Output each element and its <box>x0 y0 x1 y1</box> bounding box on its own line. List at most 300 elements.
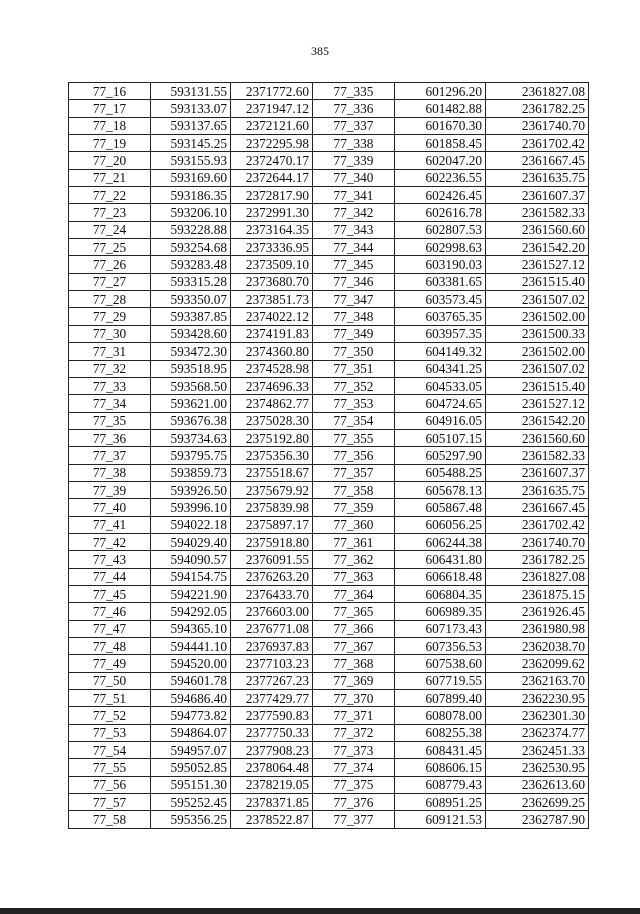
cell-point-id-left: 77_25 <box>69 239 151 256</box>
cell-point-id-left: 77_49 <box>69 655 151 672</box>
cell-point-id-left: 77_19 <box>69 135 151 152</box>
cell-x-right: 605488.25 <box>395 464 486 481</box>
cell-y-left: 2374360.80 <box>231 343 313 360</box>
cell-x-right: 608431.45 <box>395 742 486 759</box>
cell-y-left: 2374022.12 <box>231 308 313 325</box>
table-row <box>69 343 589 360</box>
table-row <box>69 256 589 273</box>
cell-x-left: 594154.75 <box>151 568 231 585</box>
cell-y-right: 2361782.25 <box>486 100 589 117</box>
table-row <box>69 811 589 828</box>
table-row <box>69 221 589 238</box>
cell-point-id-left: 77_31 <box>69 343 151 360</box>
cell-x-left: 595052.85 <box>151 759 231 776</box>
cell-point-id-left: 77_38 <box>69 464 151 481</box>
coordinates-table <box>68 82 589 829</box>
cell-y-left: 2372991.30 <box>231 204 313 221</box>
cell-y-right: 2361702.42 <box>486 135 589 152</box>
cell-y-right: 2361980.98 <box>486 620 589 637</box>
cell-y-right: 2361740.70 <box>486 117 589 134</box>
table-row <box>69 724 589 741</box>
cell-point-id-right: 77_361 <box>313 533 395 550</box>
cell-x-left: 593169.60 <box>151 169 231 186</box>
cell-y-left: 2375679.92 <box>231 481 313 498</box>
cell-y-right: 2362787.90 <box>486 811 589 828</box>
table-row <box>69 117 589 134</box>
cell-x-right: 608606.15 <box>395 759 486 776</box>
table-row <box>69 638 589 655</box>
cell-point-id-left: 77_26 <box>69 256 151 273</box>
cell-point-id-left: 77_27 <box>69 273 151 290</box>
cell-point-id-left: 77_55 <box>69 759 151 776</box>
cell-x-left: 593472.30 <box>151 343 231 360</box>
cell-point-id-left: 77_42 <box>69 533 151 550</box>
cell-y-right: 2362230.95 <box>486 690 589 707</box>
cell-point-id-right: 77_340 <box>313 169 395 186</box>
cell-y-left: 2375518.67 <box>231 464 313 481</box>
cell-point-id-left: 77_18 <box>69 117 151 134</box>
cell-point-id-left: 77_40 <box>69 499 151 516</box>
cell-x-left: 594090.57 <box>151 551 231 568</box>
cell-point-id-left: 77_30 <box>69 325 151 342</box>
cell-point-id-left: 77_52 <box>69 707 151 724</box>
cell-point-id-left: 77_20 <box>69 152 151 169</box>
cell-x-left: 593155.93 <box>151 152 231 169</box>
cell-x-right: 607899.40 <box>395 690 486 707</box>
cell-point-id-right: 77_362 <box>313 551 395 568</box>
cell-point-id-right: 77_358 <box>313 481 395 498</box>
table-row <box>69 152 589 169</box>
cell-y-left: 2375918.80 <box>231 533 313 550</box>
cell-point-id-left: 77_43 <box>69 551 151 568</box>
cell-x-right: 602807.53 <box>395 221 486 238</box>
cell-y-left: 2374862.77 <box>231 395 313 412</box>
cell-point-id-right: 77_354 <box>313 412 395 429</box>
cell-point-id-right: 77_344 <box>313 239 395 256</box>
cell-y-right: 2361607.37 <box>486 464 589 481</box>
cell-point-id-right: 77_356 <box>313 447 395 464</box>
cell-x-right: 605107.15 <box>395 429 486 446</box>
cell-x-left: 593734.63 <box>151 429 231 446</box>
table-row <box>69 499 589 516</box>
cell-point-id-left: 77_54 <box>69 742 151 759</box>
cell-x-left: 594520.00 <box>151 655 231 672</box>
cell-y-left: 2375192.80 <box>231 429 313 446</box>
table-row <box>69 672 589 689</box>
cell-y-left: 2373680.70 <box>231 273 313 290</box>
cell-point-id-left: 77_21 <box>69 169 151 186</box>
cell-y-right: 2362374.77 <box>486 724 589 741</box>
cell-point-id-right: 77_336 <box>313 100 395 117</box>
cell-x-right: 602616.78 <box>395 204 486 221</box>
table-row <box>69 794 589 811</box>
cell-x-right: 607719.55 <box>395 672 486 689</box>
cell-x-right: 602236.55 <box>395 169 486 186</box>
cell-y-left: 2375356.30 <box>231 447 313 464</box>
table-row <box>69 395 589 412</box>
cell-point-id-left: 77_22 <box>69 187 151 204</box>
cell-y-left: 2375839.98 <box>231 499 313 516</box>
cell-point-id-left: 77_34 <box>69 395 151 412</box>
cell-y-right: 2361515.40 <box>486 273 589 290</box>
cell-point-id-right: 77_348 <box>313 308 395 325</box>
cell-y-left: 2376433.70 <box>231 585 313 602</box>
table-row <box>69 239 589 256</box>
cell-x-right: 608779.43 <box>395 776 486 793</box>
table-row <box>69 464 589 481</box>
cell-x-left: 594957.07 <box>151 742 231 759</box>
cell-y-right: 2361560.60 <box>486 429 589 446</box>
table-row <box>69 169 589 186</box>
table-row <box>69 533 589 550</box>
cell-y-left: 2371947.12 <box>231 100 313 117</box>
table-row <box>69 585 589 602</box>
cell-x-left: 594773.82 <box>151 707 231 724</box>
table-row <box>69 603 589 620</box>
cell-point-id-right: 77_367 <box>313 638 395 655</box>
cell-y-left: 2377750.33 <box>231 724 313 741</box>
cell-x-left: 593145.25 <box>151 135 231 152</box>
cell-point-id-left: 77_57 <box>69 794 151 811</box>
table-row <box>69 308 589 325</box>
cell-y-left: 2373851.73 <box>231 291 313 308</box>
cell-x-left: 594292.05 <box>151 603 231 620</box>
cell-point-id-left: 77_37 <box>69 447 151 464</box>
table-row <box>69 620 589 637</box>
cell-x-right: 602998.63 <box>395 239 486 256</box>
cell-y-left: 2374191.83 <box>231 325 313 342</box>
cell-x-right: 603573.45 <box>395 291 486 308</box>
table-row <box>69 360 589 377</box>
cell-y-left: 2376603.00 <box>231 603 313 620</box>
cell-y-left: 2376937.83 <box>231 638 313 655</box>
cell-x-right: 607356.53 <box>395 638 486 655</box>
cell-x-left: 593131.55 <box>151 83 231 100</box>
cell-y-left: 2375028.30 <box>231 412 313 429</box>
cell-x-right: 606244.38 <box>395 533 486 550</box>
cell-x-right: 604533.05 <box>395 377 486 394</box>
table-row <box>69 516 589 533</box>
cell-point-id-right: 77_370 <box>313 690 395 707</box>
cell-y-right: 2362451.33 <box>486 742 589 759</box>
cell-y-right: 2361542.20 <box>486 412 589 429</box>
cell-x-right: 604916.05 <box>395 412 486 429</box>
cell-point-id-right: 77_355 <box>313 429 395 446</box>
cell-point-id-right: 77_343 <box>313 221 395 238</box>
cell-x-right: 606431.80 <box>395 551 486 568</box>
cell-point-id-left: 77_47 <box>69 620 151 637</box>
cell-y-right: 2361527.12 <box>486 256 589 273</box>
cell-y-right: 2361515.40 <box>486 377 589 394</box>
cell-x-right: 606804.35 <box>395 585 486 602</box>
cell-point-id-right: 77_342 <box>313 204 395 221</box>
table-row <box>69 291 589 308</box>
table-row <box>69 481 589 498</box>
cell-point-id-right: 77_364 <box>313 585 395 602</box>
cell-point-id-right: 77_350 <box>313 343 395 360</box>
cell-y-right: 2361507.02 <box>486 360 589 377</box>
cell-y-right: 2361926.45 <box>486 603 589 620</box>
cell-x-right: 604341.25 <box>395 360 486 377</box>
cell-x-right: 602047.20 <box>395 152 486 169</box>
cell-x-left: 594221.90 <box>151 585 231 602</box>
cell-x-right: 601670.30 <box>395 117 486 134</box>
cell-point-id-left: 77_33 <box>69 377 151 394</box>
cell-y-left: 2374528.98 <box>231 360 313 377</box>
cell-point-id-right: 77_365 <box>313 603 395 620</box>
cell-x-left: 594441.10 <box>151 638 231 655</box>
cell-x-left: 593283.48 <box>151 256 231 273</box>
cell-x-right: 606056.25 <box>395 516 486 533</box>
cell-y-left: 2377103.23 <box>231 655 313 672</box>
cell-y-right: 2362301.30 <box>486 707 589 724</box>
cell-x-left: 593228.88 <box>151 221 231 238</box>
cell-y-right: 2361635.75 <box>486 481 589 498</box>
cell-y-left: 2378064.48 <box>231 759 313 776</box>
cell-x-right: 601858.45 <box>395 135 486 152</box>
cell-point-id-right: 77_373 <box>313 742 395 759</box>
table-row <box>69 412 589 429</box>
cell-point-id-right: 77_369 <box>313 672 395 689</box>
cell-x-right: 601482.88 <box>395 100 486 117</box>
cell-x-left: 594686.40 <box>151 690 231 707</box>
cell-y-left: 2372470.17 <box>231 152 313 169</box>
cell-point-id-right: 77_341 <box>313 187 395 204</box>
cell-point-id-left: 77_39 <box>69 481 151 498</box>
cell-point-id-left: 77_16 <box>69 83 151 100</box>
cell-y-right: 2362163.70 <box>486 672 589 689</box>
cell-point-id-left: 77_51 <box>69 690 151 707</box>
cell-point-id-right: 77_339 <box>313 152 395 169</box>
cell-y-left: 2372295.98 <box>231 135 313 152</box>
cell-y-right: 2362613.60 <box>486 776 589 793</box>
cell-point-id-left: 77_29 <box>69 308 151 325</box>
table-row <box>69 135 589 152</box>
cell-point-id-left: 77_45 <box>69 585 151 602</box>
coordinates-table-body <box>69 83 589 829</box>
cell-point-id-right: 77_376 <box>313 794 395 811</box>
cell-x-left: 593621.00 <box>151 395 231 412</box>
cell-y-right: 2362099.62 <box>486 655 589 672</box>
cell-x-right: 603190.03 <box>395 256 486 273</box>
cell-x-left: 595252.45 <box>151 794 231 811</box>
cell-x-right: 603765.35 <box>395 308 486 325</box>
cell-y-right: 2361502.00 <box>486 308 589 325</box>
cell-point-id-right: 77_351 <box>313 360 395 377</box>
cell-x-left: 593996.10 <box>151 499 231 516</box>
cell-x-left: 593568.50 <box>151 377 231 394</box>
cell-y-right: 2361582.33 <box>486 204 589 221</box>
cell-y-left: 2377908.23 <box>231 742 313 759</box>
cell-point-id-right: 77_357 <box>313 464 395 481</box>
cell-x-right: 608078.00 <box>395 707 486 724</box>
cell-y-left: 2378371.85 <box>231 794 313 811</box>
cell-point-id-left: 77_24 <box>69 221 151 238</box>
table-row <box>69 655 589 672</box>
cell-x-left: 593926.50 <box>151 481 231 498</box>
cell-point-id-left: 77_50 <box>69 672 151 689</box>
table-row <box>69 273 589 290</box>
cell-y-right: 2361827.08 <box>486 83 589 100</box>
table-row <box>69 776 589 793</box>
table-row <box>69 447 589 464</box>
table-row <box>69 377 589 394</box>
cell-x-right: 606618.48 <box>395 568 486 585</box>
cell-y-left: 2376263.20 <box>231 568 313 585</box>
cell-x-right: 607173.43 <box>395 620 486 637</box>
cell-point-id-right: 77_335 <box>313 83 395 100</box>
cell-point-id-left: 77_58 <box>69 811 151 828</box>
cell-x-right: 606989.35 <box>395 603 486 620</box>
table-row <box>69 325 589 342</box>
cell-point-id-right: 77_349 <box>313 325 395 342</box>
cell-y-left: 2375897.17 <box>231 516 313 533</box>
cell-x-left: 594365.10 <box>151 620 231 637</box>
cell-point-id-left: 77_32 <box>69 360 151 377</box>
cell-x-right: 604149.32 <box>395 343 486 360</box>
cell-x-left: 593186.35 <box>151 187 231 204</box>
cell-y-left: 2377267.23 <box>231 672 313 689</box>
cell-x-left: 593387.85 <box>151 308 231 325</box>
cell-point-id-left: 77_28 <box>69 291 151 308</box>
cell-y-right: 2361667.45 <box>486 152 589 169</box>
cell-y-right: 2361527.12 <box>486 395 589 412</box>
cell-y-left: 2376091.55 <box>231 551 313 568</box>
cell-x-left: 593315.28 <box>151 273 231 290</box>
cell-y-right: 2361560.60 <box>486 221 589 238</box>
cell-x-right: 605867.48 <box>395 499 486 516</box>
cell-y-right: 2362530.95 <box>486 759 589 776</box>
cell-y-right: 2362038.70 <box>486 638 589 655</box>
cell-x-left: 594601.78 <box>151 672 231 689</box>
cell-y-left: 2373336.95 <box>231 239 313 256</box>
cell-y-left: 2377590.83 <box>231 707 313 724</box>
cell-x-right: 609121.53 <box>395 811 486 828</box>
cell-point-id-right: 77_366 <box>313 620 395 637</box>
table-row <box>69 707 589 724</box>
cell-x-left: 593137.65 <box>151 117 231 134</box>
cell-point-id-right: 77_363 <box>313 568 395 585</box>
cell-point-id-right: 77_359 <box>313 499 395 516</box>
cell-point-id-right: 77_371 <box>313 707 395 724</box>
cell-point-id-left: 77_23 <box>69 204 151 221</box>
cell-x-left: 594022.18 <box>151 516 231 533</box>
cell-y-left: 2378522.87 <box>231 811 313 828</box>
cell-y-right: 2361607.37 <box>486 187 589 204</box>
cell-y-right: 2361875.15 <box>486 585 589 602</box>
cell-y-left: 2372644.17 <box>231 169 313 186</box>
cell-x-right: 608951.25 <box>395 794 486 811</box>
cell-x-right: 604724.65 <box>395 395 486 412</box>
cell-y-right: 2361782.25 <box>486 551 589 568</box>
cell-point-id-left: 77_46 <box>69 603 151 620</box>
cell-y-left: 2373164.35 <box>231 221 313 238</box>
page-number: 385 <box>311 44 329 58</box>
cell-point-id-right: 77_338 <box>313 135 395 152</box>
cell-x-left: 593518.95 <box>151 360 231 377</box>
cell-x-left: 595151.30 <box>151 776 231 793</box>
cell-x-right: 608255.38 <box>395 724 486 741</box>
cell-point-id-right: 77_353 <box>313 395 395 412</box>
cell-point-id-left: 77_41 <box>69 516 151 533</box>
cell-y-right: 2361702.42 <box>486 516 589 533</box>
cell-point-id-left: 77_44 <box>69 568 151 585</box>
cell-point-id-right: 77_347 <box>313 291 395 308</box>
table-row <box>69 759 589 776</box>
cell-x-right: 601296.20 <box>395 83 486 100</box>
cell-point-id-left: 77_56 <box>69 776 151 793</box>
cell-y-left: 2378219.05 <box>231 776 313 793</box>
cell-point-id-right: 77_374 <box>313 759 395 776</box>
cell-y-left: 2374696.33 <box>231 377 313 394</box>
cell-point-id-right: 77_368 <box>313 655 395 672</box>
cell-point-id-right: 77_372 <box>313 724 395 741</box>
cell-y-left: 2372817.90 <box>231 187 313 204</box>
cell-y-left: 2377429.77 <box>231 690 313 707</box>
cell-point-id-left: 77_36 <box>69 429 151 446</box>
cell-point-id-left: 77_35 <box>69 412 151 429</box>
cell-x-right: 602426.45 <box>395 187 486 204</box>
cell-x-left: 594864.07 <box>151 724 231 741</box>
table-row <box>69 100 589 117</box>
cell-y-right: 2361740.70 <box>486 533 589 550</box>
cell-y-right: 2361635.75 <box>486 169 589 186</box>
cell-point-id-right: 77_352 <box>313 377 395 394</box>
cell-y-left: 2371772.60 <box>231 83 313 100</box>
scan-edge-band <box>0 908 640 914</box>
cell-x-left: 593133.07 <box>151 100 231 117</box>
cell-point-id-right: 77_337 <box>313 117 395 134</box>
cell-y-right: 2361507.02 <box>486 291 589 308</box>
cell-x-left: 594029.40 <box>151 533 231 550</box>
cell-x-left: 593859.73 <box>151 464 231 481</box>
cell-x-left: 595356.25 <box>151 811 231 828</box>
cell-x-right: 607538.60 <box>395 655 486 672</box>
cell-point-id-right: 77_377 <box>313 811 395 828</box>
cell-y-left: 2372121.60 <box>231 117 313 134</box>
table-row <box>69 187 589 204</box>
table-row <box>69 690 589 707</box>
table-row <box>69 83 589 100</box>
cell-x-left: 593795.75 <box>151 447 231 464</box>
cell-x-left: 593428.60 <box>151 325 231 342</box>
cell-y-right: 2361582.33 <box>486 447 589 464</box>
cell-y-right: 2361667.45 <box>486 499 589 516</box>
table-row <box>69 429 589 446</box>
cell-x-right: 603957.35 <box>395 325 486 342</box>
cell-x-left: 593350.07 <box>151 291 231 308</box>
cell-point-id-right: 77_360 <box>313 516 395 533</box>
cell-point-id-left: 77_17 <box>69 100 151 117</box>
cell-x-right: 603381.65 <box>395 273 486 290</box>
cell-x-left: 593676.38 <box>151 412 231 429</box>
cell-y-right: 2362699.25 <box>486 794 589 811</box>
cell-y-right: 2361542.20 <box>486 239 589 256</box>
table-row <box>69 551 589 568</box>
cell-point-id-left: 77_53 <box>69 724 151 741</box>
cell-y-left: 2373509.10 <box>231 256 313 273</box>
cell-x-right: 605297.90 <box>395 447 486 464</box>
table-row <box>69 568 589 585</box>
table-row <box>69 742 589 759</box>
cell-y-left: 2376771.08 <box>231 620 313 637</box>
cell-x-right: 605678.13 <box>395 481 486 498</box>
cell-y-right: 2361500.33 <box>486 325 589 342</box>
cell-point-id-left: 77_48 <box>69 638 151 655</box>
cell-x-left: 593254.68 <box>151 239 231 256</box>
table-row <box>69 204 589 221</box>
cell-point-id-right: 77_346 <box>313 273 395 290</box>
